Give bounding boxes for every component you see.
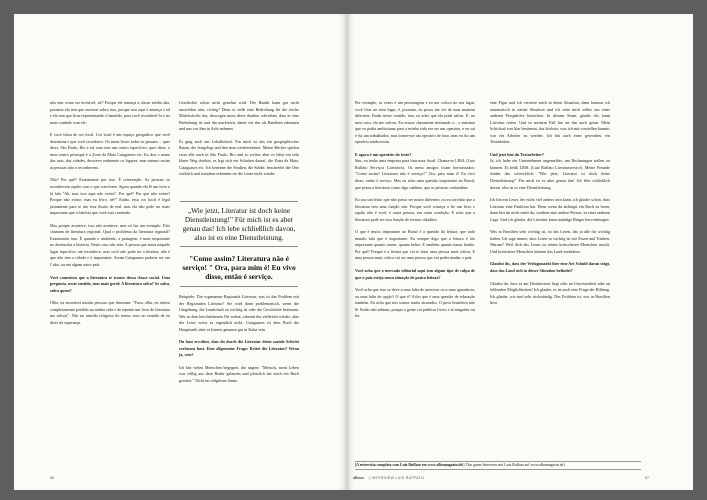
paragraph: não tem como ser invisível, né? Porque ele ameaça a classe média alta, portanto ela tem que encerrar sobre isso, porque isso aqui é ameaça e tal e ela tem que ficar representando o bandido, para você reconhecê-lo e ter mais cuidado com ele. [50, 100, 170, 125]
paragraph: Sim, eu tenho uma empresa para tirar nota fiscal. Chama-se LRSL (Luiz Ruffato Serviços Literários). Os meus amigos ficam horrorizados: "Como assim? Literatura não é serviço?" Ora, para mim é! Eu vivo disso, então é serviço. Mas eu acho uma questão importante no Brasil, que pensa a literatura como algo sublime, que as pessoas confundem. [355, 158, 475, 190]
question-paragraph: Você acha que o mercado editorial aqui tem algum tipo de culpa de que o país esteja nessa situação de pouca leitura? [355, 268, 475, 280]
credit-separator: | [464, 463, 467, 467]
paragraph: Por exemplo, as vezes é um personagem e eu me coloco no seu lugar, você ficar no meu lugar, é, portanto, eu posso me ver de uma maneira diferente. Então nesse sentido, sim, eu acho que ela pode salvar. E, no meu caso, ela me salvou. Eu estava claramente destinado a... o máximo que eu podia ambicionar para a minha vida era ser um operário, e eu saí e fui um trabalhador, mas tornei-me um operário de luxo, mas eu fui um operário ainda assim. [355, 100, 475, 145]
paragraph: Beispiele: Die sogenannte Regionale Literatur, was ist das Problem mit der Regionalen Literatur? Sie wird dann problematisch, wenn die Umgebung, die Landschaft zu wichtig ist oder die Geschichte bestimmt. Wer in dem beschriebenen Ort wohnt, erkennt ihn vielleicht wieder, aber der Leser weiss es eigentlich nicht. Cataguases ist dem Buch die Hauptstadt, aber es könnte genauso gut in Kuba sein. [179, 294, 299, 332]
credit-portuguese: [A entrevista completa com Luiz Ruffato em www.albumagazin.de] [355, 463, 464, 467]
paragraph: Você acha que isso se deve a uma falta de interesse ou a uma ignorância, ou uma falta de opção? O que é? Acho que é uma questão de educação também. Eu acho que nós somos muito atrasados. O povo brasileiro não lê. Então não adianta, porque a gente vai publicar livros e aí ninguém vai ler. [355, 287, 475, 319]
question-paragraph: E agora é um operário do texto? [355, 151, 412, 157]
paragraph: E você falou de cor local. Cor local é um espaço geográfico que você determina e que você reconhece. Os meus livros todos se passam..., quer dizer, São Paulo, Rio e tal, mas tem um centro especifico, quer dizer, o meu centro principal é a Zona da Mata Catagueses etc. Eu dou o nome das ruas, das cidades, descrevo realmente os lugares, mas mesmo assim as pessoas não o reconhecem. [50, 132, 170, 170]
paragraph: Ich bin vielen Menschen begegnet, die sagten: "Mensch, mein Leben war völlig aus dem Ruder gelaufen und plötzlich hat mich ein Buch gerettet." Nicht im religiösen Sinne. [179, 364, 299, 384]
left-page [14, 14, 347, 490]
paragraph: Não? Por quê? Exatamente por isso. É reinvenção. As pessoas só reconhecem aquilo com o que convivem. Agora quando ela lê um livro e lá fala "Ah, mas isso aqui não existe". Por quê? Por que não existe? Porque não existe, mas eu livro, né?" Então, essa cor local é legal justamente para te dar essa ilusão de real, mas ela não pode ser mais importante que a história que você está contando. [50, 177, 170, 216]
paragraph: O que é muito importante no Brasil é a questão da leitura, que todo mundo fala que é importante. Eu sempre digo que a leitura é tão importante quanto comer, quanto beber. E também quanto tomar banho. Por quê? Porque é a leitura que vai te fazer uma pessoa mais crítica. E uma pessoa mais crítica vai ser uma pessoa que vai poder mudar o país. [355, 229, 475, 261]
paragraph: Es ging auch um Lokalkolorit. Für mich ist das ein geographischer Raum, der festgelegt und den man wiedererkennt. Meine Bücher spielen zwar alle auch in São Paulo, Rio und so weiter, aber es führt ein sehr klarer Weg dorthin, es legt sich ein Schatten darauf, die Zona da Mata, Cataguases etc. Ich benenne die Straßen, die Städte, beschreibe die Orte wirklich und trotzdem erkennen sie die Leute nicht wieder. [179, 138, 299, 177]
left-column-portuguese [50, 100, 170, 490]
magazine-logo: álbum [353, 475, 364, 480]
paragraph: Geschichte schon nicht genehm wird. Der Bandit kann gar nicht unsichtbar sein, richtig? Denn er stellt eine Bedrohung für die reiche Mittelschicht dar, deswegen muss diese darüber schreiben, dass er eine Bedrohung ist und ihn markieren, damit wir ihn als Banditen erkennen und uns vor ihm in Acht nehmen. [179, 100, 299, 132]
pullquote-german: „Wie jetzt, Literatur ist doch keine Dienstleistung!" Für mich ist es aber genau das! Ich lebe schließlich davon, also ist es eine Dienstleistung. [180, 201, 298, 247]
paragraph: Ich bin ein Leser, der nicht viel anders sein kann, ich glaube schon, dass Literatur eine Funktion hat. Denn wenn du anfängst ein Buch zu lesen, dann bist du nicht mehr du, sondern eine andere Person, in einer anderen Lage. Und ich glaube, die Literatur kann mündige Bürger hervorbringen. [490, 197, 610, 222]
question-paragraph: Du hast erwähnt, dass du durch die Literatur deine soziale Schicht verlassen hast. Eine allgemeine Frage: Rettet die Literatur? Wenn ja, wen? [179, 339, 299, 358]
right-column-portuguese [355, 100, 475, 450]
paragraph: Olha, eu encontrei muitas pessoas que disseram: "Puxa, olha, eu estava completamente perdido na minha vida e de repente um livro de literatura me salvou". Não no sentido religioso do termo, mas no sentido de eu dizer da esperança. [50, 300, 170, 325]
page-number: 56 [50, 476, 54, 480]
paragraph: Mas porque acontece, isso não acontece, mas só faz um exemplo. Eles chamam de literatura regional. Qual o problema da literatura regional? Exatamente isso. É quando o ambiente, a paisagem, é mais importante no desenrolar a história. Neste caso não tem. A pessoa que mora naquele lugar especifico até reconhece, mas você não pode ter a história, não é que não tem a cidade e é importante. Assim Cataguases poderia ser em Cuba, ou em algum outro país. [50, 222, 170, 268]
credit-german: Das ganze Interview mit Luiz Ruffato auf www.albumagazin.de] [466, 463, 565, 467]
paragraph: Was in Brasilien sehr wichtig ist, ist das Lesen, das ja alle für wichtig halten. Ich sage immer, dass Lesen so wichtig ist wie Essen und Trinken. Warum? Weil dich das Lesen zu einem kritischeren Menschen macht. Und kritischere Menschen können das Land verändern. [490, 229, 610, 254]
paragraph: eine Figur und ich versetze mich in deine Situation, dann komme ich automatisch in meine Situation und ich sehe mich selbst aus einer anderen Perspektive betrachtet. In diesem Sinne, glaube ich, kann Literatur retten. Und in meinem Fall hat sie das auch getan. Mein Schicksal war klar bestimmt, das höchste, was ich mir vorstellen konnte, war ein Arbeiter zu werden. Ich bin auch einer geworden, ein Textarbeiter. [490, 100, 610, 145]
question-paragraph: Glaubst du, dass der Verlagsmarkt hier eine Art Schuld daran trägt, dass das Land sich in dieser Situation befindet? [490, 261, 610, 274]
pullquote-portuguese: "Como assim? Literatura não é serviço! " Ora, para mim é! Eu vivo disso, então é serviço. [180, 250, 298, 287]
page-number: 57 [645, 476, 649, 480]
left-column-german-lower [179, 294, 299, 490]
paragraph: Ja, ich habe ein Unternehmen angemeldet, um Rechnungen stellen zu können. Es heißt LRSL (Luiz Ruffato Literaturservice). Meine Freunde finden das schrecklich: "Wie jetzt, Literatur ist doch keine Dienstleistung!" Für mich ist es aber genau das! Ich lebe schließlich davon, also ist es eine Dienstleistung. [490, 158, 610, 190]
section-label: | INTERVIEW LUIZ RUFFATO [369, 476, 425, 480]
question-paragraph: Você comentou que a literatura te trouxe dessa classe social. Uma pergunta, neste sentido, mas mais geral: A literatura salva? Se salva, salva quem? [50, 274, 170, 293]
question-paragraph: Und jetzt bist du Textarbeiter? [490, 151, 544, 157]
paragraph: Glaubst du, dass es am Desinteresse liegt oder an Unwissenheit oder an fehlenden Möglichkeiten? Ich glaube, es ist auch eine Frage der Bildung. Ich glaube, wir sind sehr rückständig. Das Problem ist, wer in Brasilien liest. [490, 280, 610, 306]
paragraph: Eu sou um leitor que não posso ser muito diferente, ou eu acredito que a literatura tem uma função sim. Porque você começa a ler um livro e aquilo não é você, é outra pessoa, em outra condição. E acho que a literatura pode ter essa função de formar cidadãos. [355, 197, 475, 222]
right-column-german [490, 100, 610, 450]
right-page [347, 14, 693, 490]
interview-credit [355, 461, 641, 470]
left-column-german [179, 100, 299, 196]
